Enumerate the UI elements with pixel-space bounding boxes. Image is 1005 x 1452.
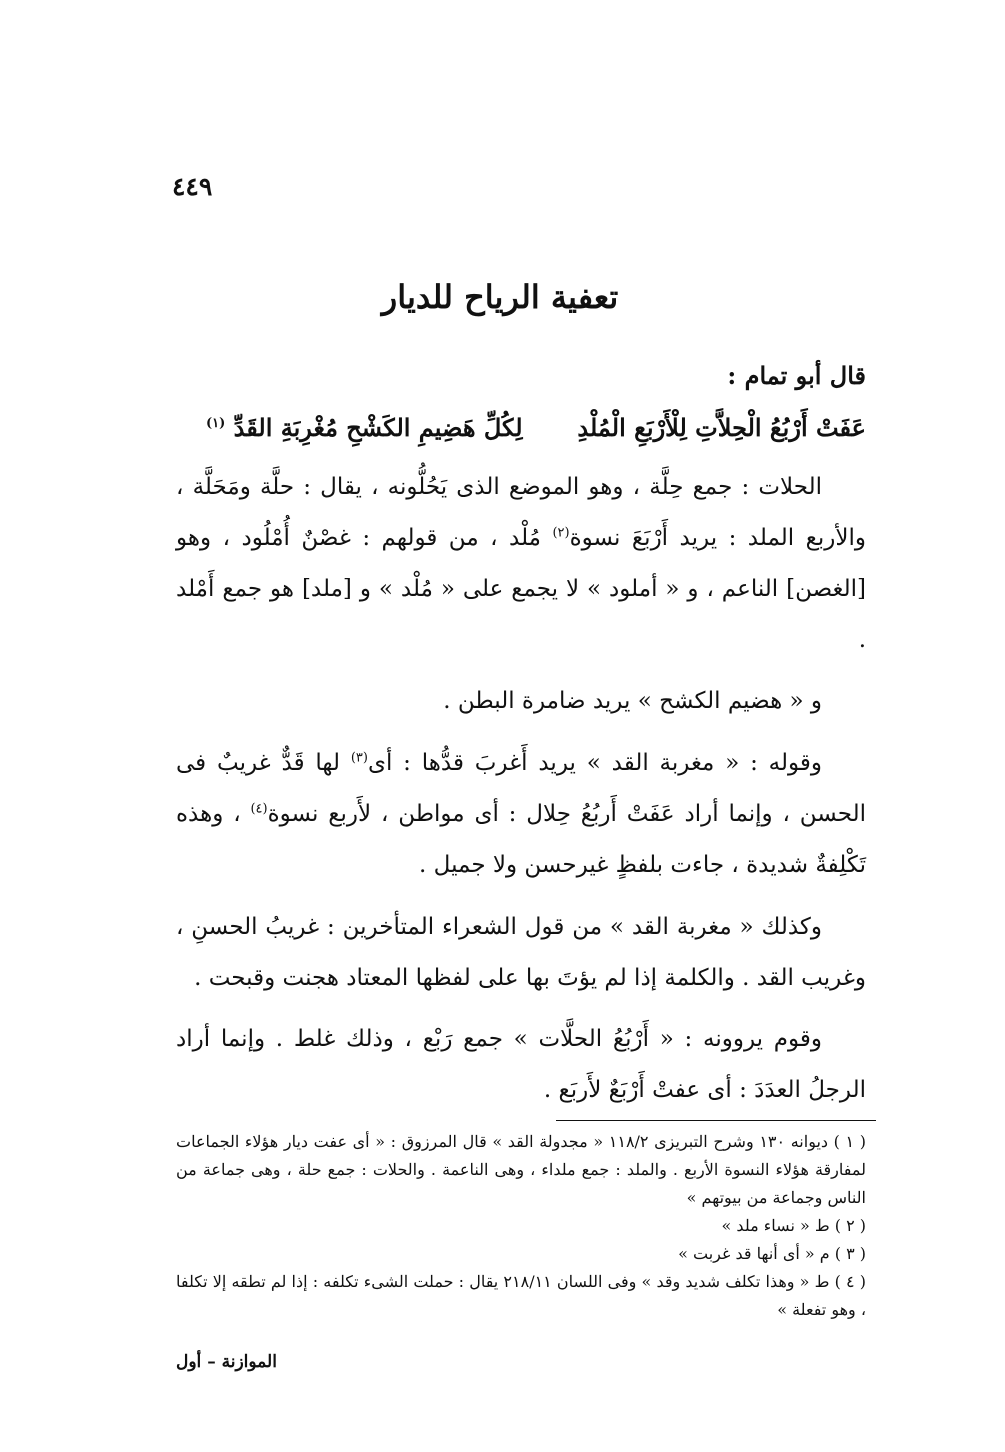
- footnote-4: ( ٤ ) ط « وهذا تكلف شديد وقد » وفى اللسان ٢١٨/١١ يقال : حملت الشىء تكلفه : إذا لم تطقه إلا تكلفا ، وهو تفعلة »: [176, 1272, 866, 1319]
- verse-second-hemistich: [206, 402, 523, 454]
- paragraph-yarwunahu: وقوم يروونه : « أَرْبُعُ الحلَّات » جمع رَبْع ، وذلك غلط . وإنما أراد الرجلُ العدَدَ : أى عفتْ أَرْبَعٌ لأَربَع .: [176, 1026, 866, 1103]
- paragraph-hilalat-part-b: مُلْد ، من قولهم : غصْنٌ أُمْلُود ، وهو [الغصن] الناعم ، و « أملود » لا يجمع على « مُلْد » و [ملد] هو جمع أَمْلد .: [176, 525, 866, 653]
- page-number: ٤٤٩: [172, 172, 213, 201]
- footnote-ref-3: (٣): [350, 750, 368, 766]
- verse-second-hemistich-text: لِكُلِّ هَضِيمِ الكَشْحِ مُغْرِبَةِ القَدِّ: [233, 413, 523, 442]
- footnotes: [176, 1128, 866, 1324]
- footnote-2: ( ٢ ) ط « نساء ملد »: [721, 1216, 866, 1235]
- paragraph-mughriba: [176, 738, 866, 891]
- poem-verse: [176, 402, 866, 454]
- paragraph-mughriba-part-b: لها قَدٌّ غريبٌ فى الحسن ، وإنما أراد عَفَتْ أَربُعُ حِلال : أى مواطن ، لأَربع نسوة: [176, 750, 867, 827]
- paragraph-kadhalika: وكذلك « مغربة القد » من قول الشعراء المتأخرين : غريبُ الحسنِ ، وغريب القد . والكلمة إذا لم يؤتَ بها على لفظها المعتاد هجنت وقبحت .: [176, 914, 866, 991]
- footnote-divider: [556, 1120, 876, 1121]
- paragraph-hilalat-part-a: الحلات : جمع حِلَّة ، وهو الموضع الذى يَحُلُّونه ، يقال : حلَّة ومَحَلَّة ، والأربع الملد : يريد أَرْبَعَ نسوة: [176, 474, 866, 551]
- footnote-3: ( ٣ ) م « أى أنها قد غربت »: [678, 1244, 866, 1263]
- paragraph-mughriba-part-c: ، وهذه تَكْلِفةٌ شديدة ، جاءت بلفظٍ غيرحسن ولا جميل .: [176, 801, 866, 878]
- page-footer: الموازنة – أول: [176, 1352, 277, 1372]
- paragraph-hilalat: [176, 462, 866, 666]
- verse-first-hemistich: عَفَتْ أَرْبُعُ الْحِلاَّتِ لِلْأَرْبَعِ الْمُلْدِ: [577, 413, 866, 442]
- footnote-ref-1: (١): [206, 416, 226, 431]
- chapter-title: تعفية الرياح للديار: [381, 278, 619, 316]
- footnote-ref-4: (٤): [250, 801, 268, 817]
- footnote-1: ( ١ ) ديوانه ١٣٠ وشرح التبريزى ١١٨/٢ « مجدولة القد » قال المرزوق : « أى عفت ديار هؤلاء الجماعات لمفارقة هؤلاء النسوة الأربع . والملد : جمع ملداء ، وهى الناعمة . والحلات : جمع حلة ، وهى جماعة من الناس وجماعة من بيوتهم »: [176, 1132, 867, 1207]
- paragraph-mughriba-part-a: وقوله : « مغربة القد » يريد أَغربَ قدُّها : أى: [367, 750, 822, 776]
- footnote-ref-2: (٢): [552, 525, 570, 541]
- paragraph-hadim: و « هضيم الكشح » يريد ضامرة البطن .: [443, 688, 822, 714]
- poet-intro: قال أبو تمام :: [727, 361, 866, 390]
